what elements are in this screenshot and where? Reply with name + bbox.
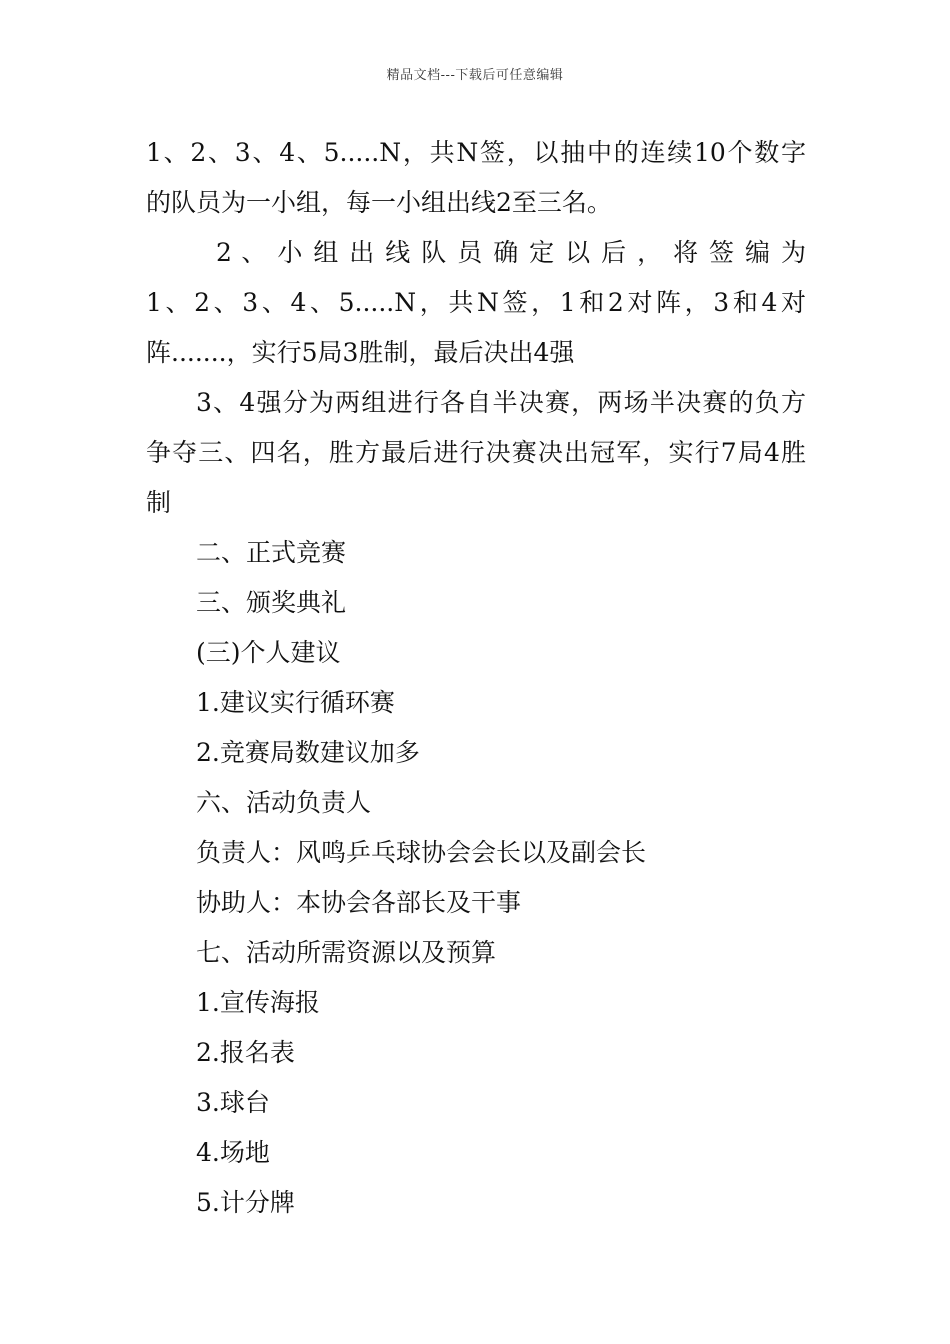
- paragraph-line: 的队员为一小组，每一小组出线2至三名。: [146, 188, 612, 217]
- document-body: [146, 128, 806, 1228]
- section-heading: 六、活动负责人: [196, 788, 372, 817]
- list-item: 1.宣传海报: [196, 988, 320, 1017]
- section-heading: 七、活动所需资源以及预算: [196, 938, 497, 967]
- list-item: 2.报名表: [196, 1038, 295, 1067]
- paragraph-line: 3、4强分为两组进行各自半决赛，两场半决赛的负方: [196, 388, 806, 417]
- paragraph-line: 1、2、3、4、5.....N，共N签，1和2对阵，3和4对: [146, 288, 806, 317]
- section-heading: 二、正式竞赛: [196, 538, 347, 567]
- list-item: 1.建议实行循环赛: [196, 688, 395, 717]
- paragraph-line: 2 、 小 组 出 线 队 员 确 定 以 后 ， 将 签 编 为: [216, 238, 806, 267]
- paragraph-line: 1、2、3、4、5.....N，共N签，以抽中的连续10个数字: [146, 138, 806, 167]
- list-item: 4.场地: [196, 1138, 270, 1167]
- paragraph-line: 阵.......，实行5局3胜制，最后决出4强: [146, 338, 575, 367]
- paragraph-line: 制: [146, 488, 172, 517]
- list-item: 5.计分牌: [196, 1188, 295, 1217]
- section-heading: 三、颁奖典礼: [196, 588, 347, 617]
- page-header: 精品文档---下载后可任意编辑: [386, 68, 564, 83]
- paragraph-line: 争夺三、四名，胜方最后进行决赛决出冠军，实行7局4胜: [146, 438, 806, 467]
- list-item: 2.竞赛局数建议加多: [196, 738, 420, 767]
- paragraph-line: 协助人：本协会各部长及干事: [196, 888, 522, 917]
- paragraph-line: 负责人：风鸣乒乓球协会会长以及副会长: [196, 838, 647, 867]
- section-heading: (三)个人建议: [196, 638, 341, 667]
- list-item: 3.球台: [196, 1088, 270, 1117]
